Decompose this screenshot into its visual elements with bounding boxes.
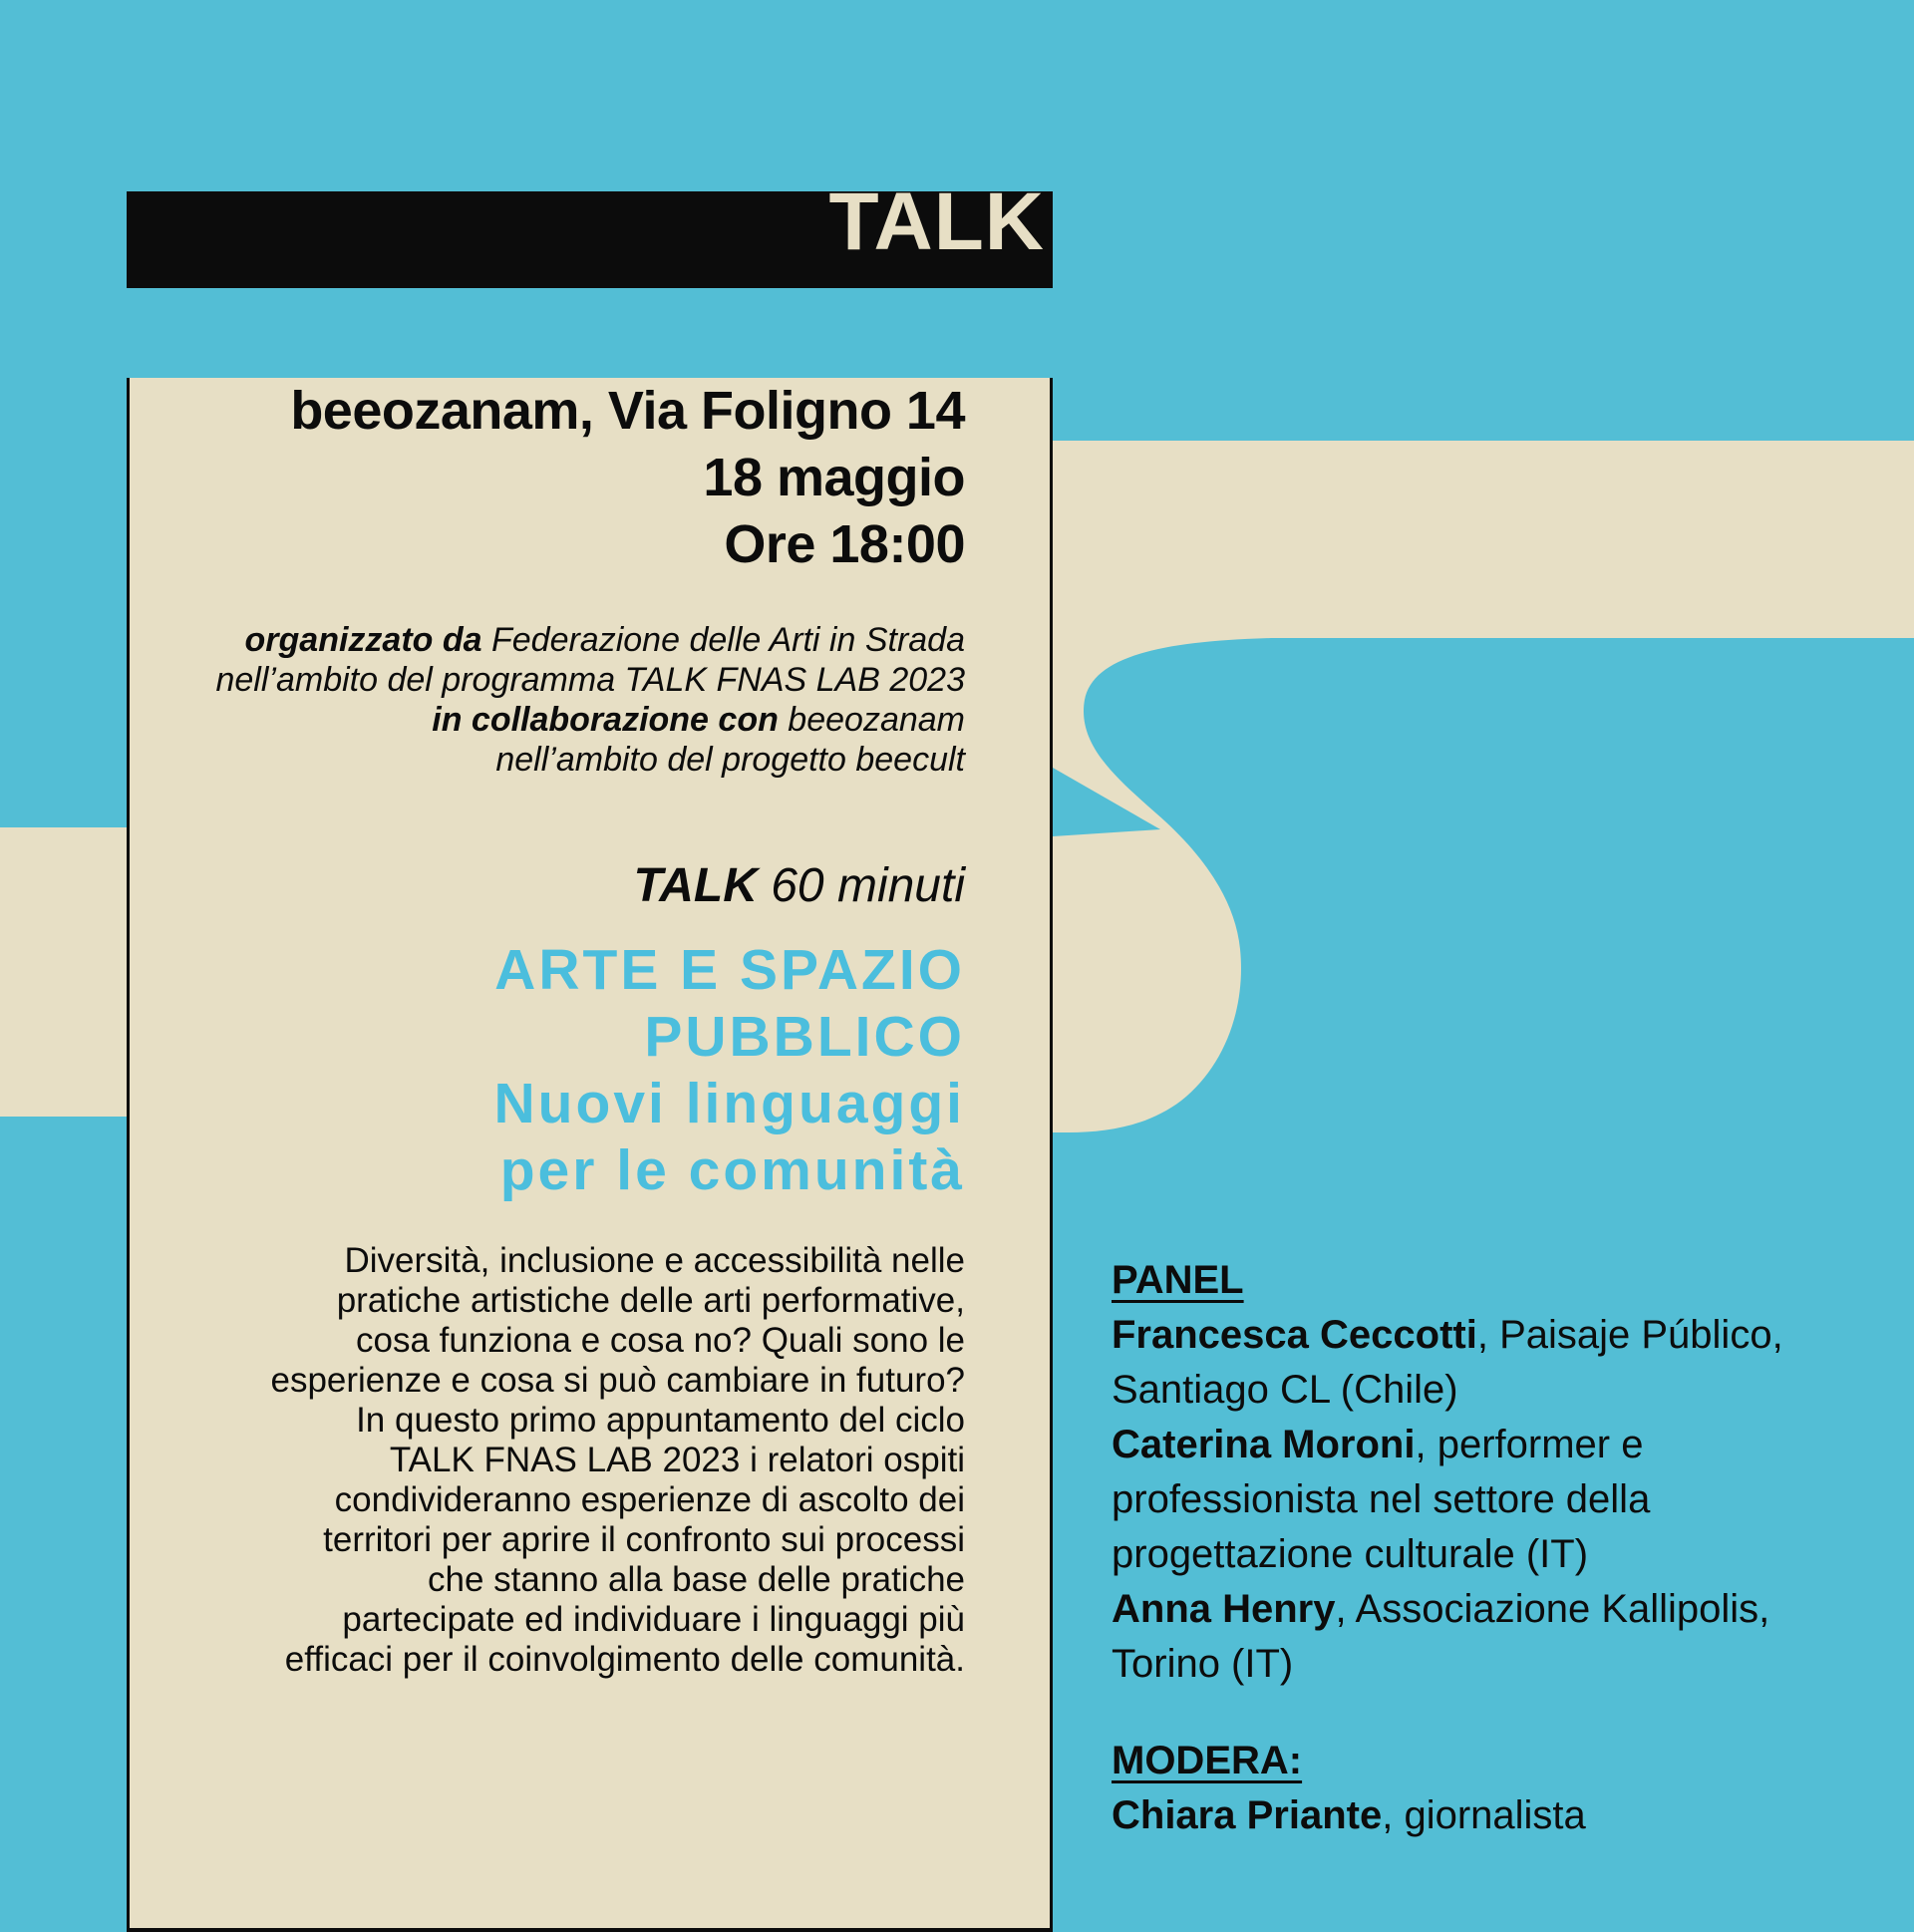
description-line: che stanno alla base delle pratiche: [428, 1560, 965, 1599]
description-line: territori per aprire il confronto sui processi: [323, 1520, 965, 1559]
description-line: efficaci per il coinvolgimento delle comunità.: [284, 1640, 965, 1679]
date-line: 18 maggio: [703, 448, 965, 507]
description-line: esperienze e cosa si può cambiare in futuro?: [270, 1361, 965, 1400]
description-line: pratiche artistiche delle arti performative,: [336, 1281, 965, 1320]
speaker-entry: Caterina Moroni, performer e professionista nel settore della progettazione culturale (IT): [1112, 1423, 1651, 1576]
title-line-1: ARTE E SPAZIO: [494, 938, 965, 1002]
panel-column: [1112, 1253, 1849, 1843]
talk-duration-line: TALK 60 minuti: [633, 859, 965, 912]
credits-line-3: in collaborazione con beeozanam: [432, 701, 965, 739]
talk-banner-title: TALK: [828, 176, 1045, 267]
event-description: [158, 1241, 965, 1680]
event-address-block: [158, 378, 965, 578]
time-line: Ore 18:00: [724, 514, 965, 574]
event-card: [127, 176, 1053, 1842]
credits-line-2: nell’ambito del programma TALK FNAS LAB 2023: [215, 661, 965, 699]
description-line: cosa funziona e cosa no? Quali sono le: [356, 1321, 965, 1360]
title-line-4: per le comunità: [499, 1138, 965, 1202]
credits-line-1: organizzato da Federazione delle Arti in Strada: [244, 621, 965, 659]
card-body: [127, 378, 1053, 1932]
description-line: partecipate ed individuare i linguaggi più: [342, 1600, 965, 1639]
description-line: TALK FNAS LAB 2023 i relatori ospiti: [389, 1441, 965, 1479]
speaker-entry: Anna Henry, Associazione Kallipolis, Torino (IT): [1112, 1587, 1770, 1686]
venue-line: beeozanam, Via Foligno 14: [290, 381, 965, 441]
organizer-credits: [158, 620, 965, 780]
description-line: Diversità, inclusione e accessibilità nelle: [344, 1241, 965, 1280]
moderator-block: [1112, 1734, 1849, 1843]
moderator-entry: Chiara Priante, giornalista: [1112, 1793, 1586, 1837]
moderator-heading: MODERA:: [1112, 1739, 1303, 1782]
description-line: In questo primo appuntamento del ciclo: [356, 1401, 965, 1440]
description-line: condivideranno esperienze di ascolto dei: [334, 1480, 965, 1519]
credits-line-4: nell’ambito del progetto beecult: [495, 741, 965, 779]
title-line-3: Nuovi linguaggi: [493, 1072, 965, 1135]
card-header-bar: [127, 176, 1053, 288]
title-line-2: PUBBLICO: [644, 1005, 965, 1069]
panel-heading: PANEL: [1112, 1258, 1244, 1302]
speaker-entry: Francesca Ceccotti, Paisaje Público, Santiago CL (Chile): [1112, 1313, 1783, 1412]
event-title: [158, 937, 965, 1204]
